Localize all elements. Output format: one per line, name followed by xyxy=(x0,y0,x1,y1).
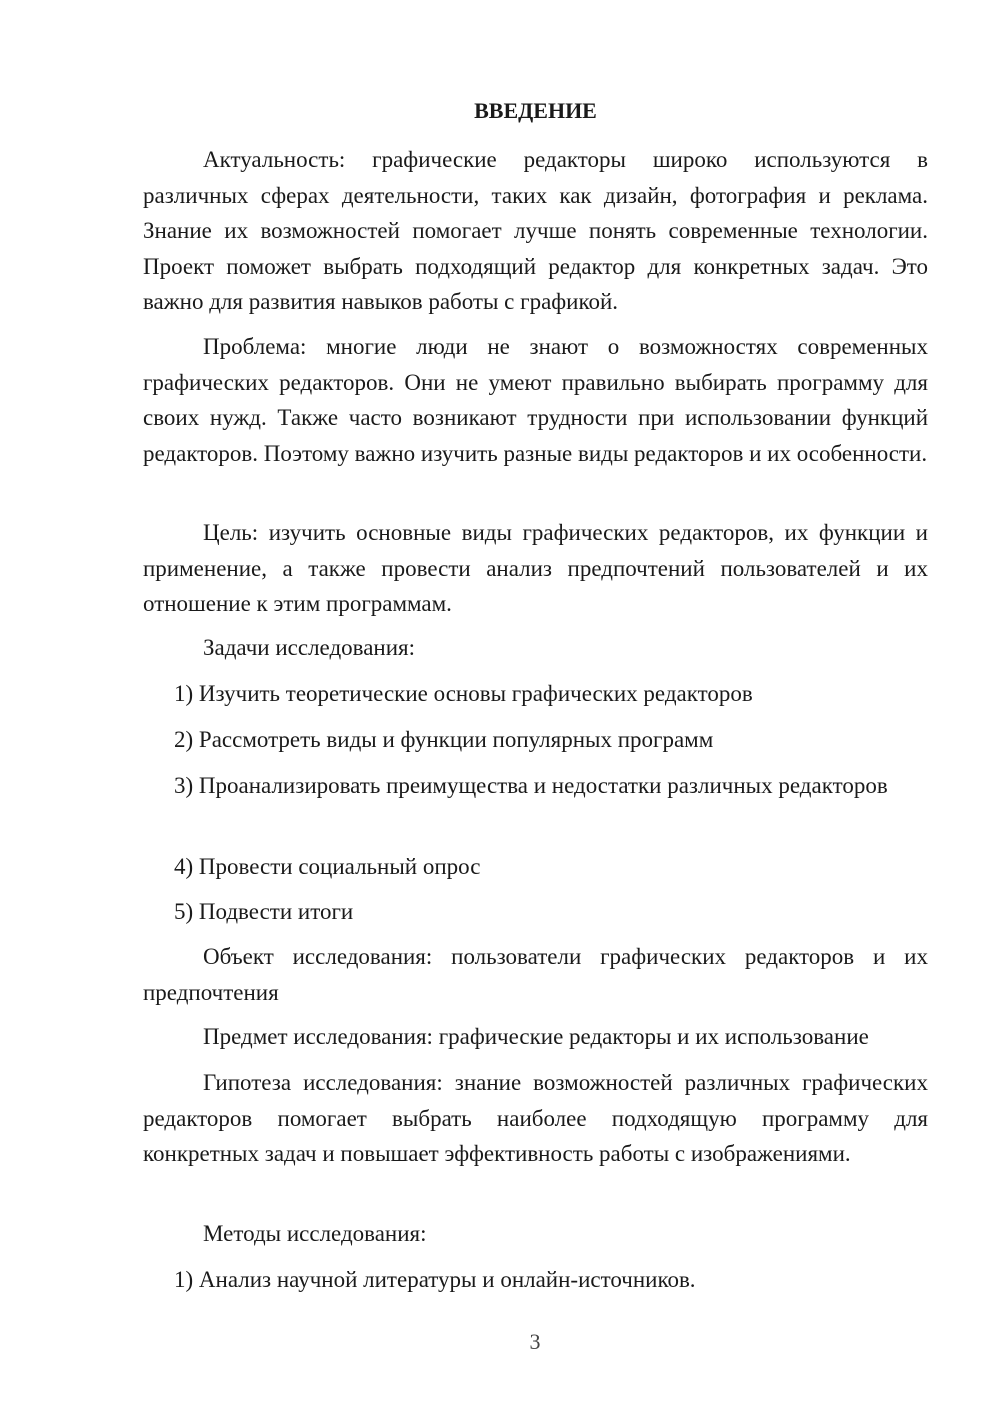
goal-paragraph: Цель: изучить основные виды графических редакторов, их функции и применение, а также провести анализ предпочтений пользователей и их отношение к этим программам. xyxy=(143,520,928,616)
task-item: 1) Изучить теоретические основы графических редакторов xyxy=(174,681,753,706)
task-item: 4) Провести социальный опрос xyxy=(174,854,481,879)
task-item: 2) Рассмотреть виды и функции популярных программ xyxy=(174,727,714,752)
page-number: 3 xyxy=(529,1329,541,1354)
methods-heading: Методы исследования: xyxy=(203,1221,427,1246)
object-paragraph: Объект исследования: пользователи графических редакторов и их предпочтения xyxy=(143,944,928,1005)
method-item: 1) Анализ научной литературы и онлайн-источников. xyxy=(174,1267,696,1292)
problem-paragraph: Проблема: многие люди не знают о возможностях современных графических редакторов. Они не умеют правильно выбирать программу для своих нужд. Также часто возникают трудности при использовании функций редакторов. Поэтому важно изучить разные виды редакторов и их особенности. xyxy=(143,334,928,466)
hypothesis-paragraph: Гипотеза исследования: знание возможностей различных графических редакторов помогает выбрать наиболее подходящую программу для конкретных задач и повышает эффективность работы с изображениями. xyxy=(143,1070,928,1166)
relevance-paragraph: Актуальность: графические редакторы широко используются в различных сферах деятельности, таких как дизайн, фотография и реклама. Знание их возможностей помогает лучше понять современные технологии. Проект поможет выбрать подходящий редактор для конкретных задач. Это важно для развития навыков работы с графикой. xyxy=(143,147,928,314)
task-item: 5) Подвести итоги xyxy=(174,899,354,924)
page-title: ВВЕДЕНИЕ xyxy=(474,98,597,123)
tasks-heading: Задачи исследования: xyxy=(203,635,416,660)
task-item: 3) Проанализировать преимущества и недостатки различных редакторов xyxy=(174,773,888,798)
subject-paragraph: Предмет исследования: графические редакторы и их использование xyxy=(203,1024,869,1049)
